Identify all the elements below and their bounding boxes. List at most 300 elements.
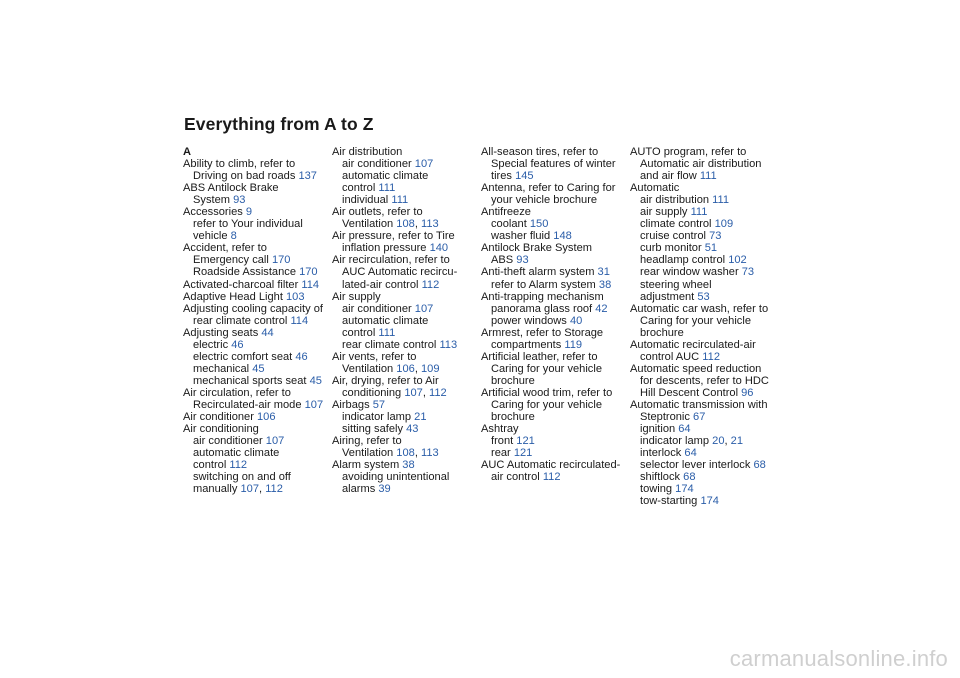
index-subentry	[481, 254, 626, 266]
index-column-3	[481, 146, 626, 483]
entry-text: Air conditioner	[183, 411, 254, 424]
page-ref-link[interactable]: 109	[420, 362, 440, 375]
entry-text: brochure	[491, 374, 535, 387]
entry-text: control	[342, 182, 376, 195]
index-subentry	[630, 483, 775, 495]
index-entry	[183, 303, 328, 315]
entry-text: climate control	[640, 218, 712, 231]
entry-text: panorama glass roof	[491, 302, 593, 315]
entry-text: A	[183, 146, 192, 158]
entry-text: tires	[491, 170, 512, 183]
index-subentry	[630, 266, 775, 278]
page-ref-link[interactable]: 40	[569, 314, 583, 327]
index-entry	[630, 399, 775, 411]
entry-text: curb monitor	[640, 242, 702, 255]
index-subentry	[481, 363, 626, 375]
section-letter	[183, 146, 328, 158]
index-subentry	[481, 375, 626, 387]
entry-text: switching on and off	[193, 471, 291, 484]
index-subentry	[630, 447, 775, 459]
entry-text: Antenna, refer to Caring for	[481, 182, 616, 195]
entry-text: air conditioner	[342, 302, 412, 315]
entry-text: selector lever interlock	[640, 459, 751, 472]
entry-text: Hill Descent Control	[640, 386, 739, 399]
index-subentry	[630, 170, 775, 182]
entry-text: electric	[193, 338, 229, 351]
page-ref-link[interactable]: 67	[693, 411, 706, 424]
entry-text: shiftlock	[640, 471, 681, 484]
entry-text: Anti-trapping mechanism	[481, 290, 604, 303]
index-entry	[481, 327, 626, 339]
entry-text: brochure	[491, 411, 535, 424]
entry-text: control	[342, 326, 376, 339]
index-entry	[183, 291, 328, 303]
index-subentry	[630, 254, 775, 266]
entry-text: power windows	[491, 314, 567, 327]
entry-text: Ventilation	[342, 447, 394, 460]
page-ref-link[interactable]: 106	[396, 362, 415, 375]
entry-text: rear climate control	[342, 338, 437, 351]
index-entry	[183, 411, 328, 423]
page-ref-link[interactable]: 106	[257, 411, 276, 424]
page-ref-link[interactable]: 21	[730, 435, 744, 448]
page-ref-link[interactable]: 145	[515, 170, 534, 183]
entry-text: Automatic air distribution	[640, 158, 762, 171]
page-ref-link[interactable]: 113	[439, 338, 458, 351]
watermark: carmanualsonline.info	[729, 646, 948, 671]
entry-text: control AUC	[640, 350, 700, 363]
page-ref-link[interactable]: 107	[265, 435, 285, 448]
entry-text: air supply	[640, 206, 688, 219]
entry-text: Ventilation	[342, 218, 394, 231]
page-ref-link[interactable]: 108	[396, 218, 415, 231]
index-entry	[183, 206, 328, 218]
entry-text: Airbags	[332, 398, 370, 411]
entry-text: front	[491, 435, 514, 448]
page-title: Everything from A to Z	[184, 114, 374, 134]
index-subentry	[183, 363, 328, 375]
index-subentry	[332, 266, 477, 278]
entry-text: rear	[491, 447, 511, 460]
page-ref-link[interactable]: 51	[704, 242, 718, 255]
index-subentry	[481, 279, 626, 291]
entry-text: Steptronic	[640, 411, 690, 424]
page-ref-link[interactable]: 53	[697, 290, 710, 303]
entry-text: Anti-theft alarm system	[481, 266, 595, 279]
index-entry	[630, 303, 775, 315]
page-ref-link[interactable]: 39	[378, 483, 391, 496]
entry-text: air conditioner	[342, 158, 412, 171]
page-ref-link[interactable]: 107	[404, 386, 423, 399]
page-ref-link[interactable]: 174	[675, 483, 694, 496]
index-subentry: Ventilation 108, 113	[342, 218, 439, 231]
index-column-4	[630, 146, 775, 507]
page-ref-link[interactable]: 111	[378, 326, 396, 339]
entry-text: Special features of winter	[491, 158, 616, 171]
index-subentry	[183, 339, 328, 351]
entry-text: Activated-charcoal filter	[183, 278, 299, 291]
page-ref-link[interactable]: 114	[290, 314, 309, 327]
entry-text: Accessories	[183, 206, 243, 219]
index-entry	[630, 182, 775, 194]
index-subentry	[183, 399, 328, 411]
index-entry	[481, 146, 626, 158]
entry-text: Air conditioning	[183, 423, 259, 436]
entry-text: ABS	[491, 254, 514, 267]
index-subentry	[183, 230, 328, 242]
index-subentry	[630, 423, 775, 435]
entry-text: Ability to climb, refer to	[183, 158, 296, 171]
page-ref-link[interactable]: 112	[702, 350, 720, 363]
index-entry	[183, 182, 328, 194]
page-ref-link[interactable]: 9	[245, 206, 253, 219]
entry-text: sitting safely	[342, 423, 404, 436]
index-entry	[332, 254, 477, 266]
page-ref-link[interactable]: 112	[265, 483, 283, 496]
index-subentry	[481, 447, 626, 459]
index-subentry	[481, 399, 626, 411]
index-subentry	[332, 423, 477, 435]
entry-text: Alarm system	[332, 459, 400, 472]
index-subentry	[332, 158, 477, 170]
entry-text: Automatic	[630, 182, 680, 195]
index-subentry	[332, 279, 477, 291]
page-ref-link[interactable]: 45	[309, 374, 322, 387]
entry-text: Adjusting cooling capacity of	[183, 302, 323, 315]
page-ref-link[interactable]: 111	[391, 194, 409, 207]
entry-text: electric comfort seat	[193, 350, 293, 363]
index-subentry	[481, 218, 626, 230]
index-entry	[332, 459, 477, 471]
entry-text: Emergency call	[193, 254, 269, 267]
index-subentry	[183, 471, 328, 483]
index-subentry	[630, 242, 775, 254]
index-entry	[481, 423, 626, 435]
entry-text: your vehicle brochure	[491, 194, 598, 207]
index-entry	[481, 291, 626, 303]
entry-text: AUC Automatic recirculated-	[481, 459, 621, 472]
index-entry	[183, 423, 328, 435]
page-ref-link[interactable]: 111	[712, 194, 730, 207]
page-ref-link[interactable]: 113	[420, 218, 439, 231]
entry-text: mechanical sports seat	[193, 374, 307, 387]
entry-text: tow-starting	[640, 495, 698, 508]
page-ref-link[interactable]: 68	[753, 459, 766, 472]
index-column-1	[183, 146, 328, 495]
page-ref-link[interactable]: 119	[564, 338, 583, 351]
entry-text: Air circulation, refer to	[183, 386, 291, 399]
entry-text: Air, drying, refer to Air	[332, 374, 439, 387]
index-subentry	[183, 459, 328, 471]
entry-text: Air outlets, refer to	[332, 206, 423, 219]
page-ref-link[interactable]: 46	[231, 338, 244, 351]
entry-text: AUTO program, refer to	[630, 146, 747, 158]
index-subentry	[332, 411, 477, 423]
entry-text: air conditioner	[193, 435, 263, 448]
entry-text: alarms	[342, 483, 376, 496]
entry-text: Caring for your vehicle	[491, 398, 602, 411]
entry-text: brochure	[640, 326, 684, 339]
entry-text: automatic climate	[342, 170, 429, 183]
entry-text: inflation pressure	[342, 242, 427, 255]
index-subentry	[630, 471, 775, 483]
entry-text: refer to Alarm system	[491, 278, 596, 291]
index-subentry: conditioning 107, 112	[342, 386, 447, 399]
entry-text: indicator lamp	[342, 411, 412, 424]
index-entry	[332, 399, 477, 411]
page-ref-link[interactable]: 73	[709, 230, 722, 243]
index-subentry: manually 107, 112	[193, 483, 283, 496]
page-ref-link[interactable]: 170	[271, 254, 291, 267]
entry-text: AUC Automatic recircu-	[342, 266, 458, 279]
index-subentry	[332, 327, 477, 339]
index-subentry	[481, 230, 626, 242]
entry-text: control	[193, 459, 227, 472]
entry-text: Driving on bad roads	[193, 170, 296, 183]
index-subentry	[481, 303, 626, 315]
page-ref-link[interactable]: 43	[406, 423, 419, 436]
entry-text: washer fluid	[491, 230, 551, 243]
page-ref-link[interactable]: 148	[553, 230, 572, 243]
page-ref-link[interactable]: 107	[304, 398, 324, 411]
entry-text: interlock	[640, 447, 682, 460]
entry-text: ABS Antilock Brake	[183, 182, 279, 195]
index-subentry	[183, 194, 328, 206]
page-ref-link[interactable]: 64	[678, 423, 691, 436]
page-ref-link[interactable]: 114	[301, 278, 320, 291]
index-subentry	[183, 435, 328, 447]
entry-text: Ashtray	[481, 423, 519, 436]
index-subentry	[332, 194, 477, 206]
index-subentry	[630, 351, 775, 363]
index-subentry	[481, 158, 626, 170]
entry-text: lated-air control	[342, 278, 419, 291]
entry-text: System	[193, 194, 230, 207]
entry-text: mechanical	[193, 362, 250, 375]
index-subentry	[630, 194, 775, 206]
index-subentry	[630, 375, 775, 387]
entry-text: Automatic speed reduction	[630, 362, 762, 375]
page-ref-link[interactable]: 174	[700, 495, 719, 508]
page-ref-link[interactable]: 111	[690, 206, 708, 219]
index-subentry	[630, 411, 775, 423]
entry-text: avoiding unintentional	[342, 471, 450, 484]
index-subentry	[630, 291, 775, 303]
index-entry	[481, 459, 626, 471]
index-subentry	[332, 303, 477, 315]
entry-text: Antilock Brake System	[481, 242, 592, 255]
entry-text: Ventilation	[342, 362, 394, 375]
index-subentry	[630, 158, 775, 170]
index-entry	[183, 158, 328, 170]
page-ref-link[interactable]: 93	[233, 194, 246, 207]
entry-text: Air vents, refer to	[332, 350, 417, 363]
page-ref-link[interactable]: 112	[542, 471, 561, 484]
index-subentry	[183, 170, 328, 182]
index-subentry	[332, 339, 477, 351]
index-entry	[183, 327, 328, 339]
entry-text: Recirculated-air mode	[193, 398, 302, 411]
page-ref-link[interactable]: 112	[229, 459, 248, 472]
index-entry	[183, 242, 328, 254]
page-ref-link[interactable]: 68	[683, 471, 696, 484]
page-ref-link[interactable]: 93	[516, 254, 529, 267]
page-ref-link[interactable]: 108	[396, 447, 415, 460]
index-subentry	[332, 471, 477, 483]
page-ref-link[interactable]: 140	[429, 242, 449, 255]
entry-text: Caring for your vehicle	[640, 314, 751, 327]
page-ref-link[interactable]: 112	[429, 386, 447, 399]
index-subentry	[332, 182, 477, 194]
index-subentry	[630, 206, 775, 218]
entry-text: and air flow	[640, 170, 697, 183]
index-subentry	[481, 170, 626, 182]
entry-text: Adjusting seats	[183, 326, 259, 339]
index-subentry	[183, 315, 328, 327]
page-ref-link[interactable]: 112	[421, 278, 440, 291]
entry-text: towing	[640, 483, 673, 496]
entry-text: Roadside Assistance	[193, 266, 296, 279]
entry-text: individual	[342, 194, 389, 207]
entry-text: rear window washer	[640, 266, 739, 279]
entry-text: air control	[491, 471, 540, 484]
index-subentry	[183, 218, 328, 230]
index-subentry	[332, 483, 477, 495]
page-ref-link[interactable]: 96	[741, 386, 754, 399]
entry-text: air distribution	[640, 194, 710, 207]
index-entry	[332, 206, 477, 218]
page-ref-link[interactable]: 38	[598, 278, 612, 291]
index-subentry	[481, 339, 626, 351]
index-entry	[481, 206, 626, 218]
page-ref-link[interactable]: 21	[414, 411, 427, 424]
index-entry	[481, 266, 626, 278]
page-ref-link[interactable]: 20	[712, 435, 725, 448]
index-entry	[481, 242, 626, 254]
page-ref-link[interactable]: 64	[684, 447, 697, 460]
page-ref-link[interactable]: 46	[295, 350, 308, 363]
page-ref-link[interactable]: 73	[741, 266, 755, 279]
entry-text: automatic climate	[342, 314, 429, 327]
page-ref-link[interactable]: 113	[420, 447, 439, 460]
page-ref-link[interactable]: 121	[516, 435, 535, 448]
index-subentry	[183, 254, 328, 266]
entry-text: Air distribution	[332, 146, 403, 158]
entry-text: vehicle	[193, 230, 228, 243]
index-subentry	[183, 375, 328, 387]
page-ref-link[interactable]: 137	[298, 170, 317, 183]
page-ref-link[interactable]: 38	[402, 459, 415, 472]
index-subentry	[481, 471, 626, 483]
index-subentry: indicator lamp 20, 21	[640, 435, 744, 448]
index-entry	[332, 375, 477, 387]
index-entry	[481, 182, 626, 194]
entry-text: Automatic recirculated-air	[630, 338, 756, 351]
entry-text: steering wheel	[640, 278, 712, 291]
index-subentry	[630, 315, 775, 327]
page-ref-link[interactable]: 103	[286, 290, 305, 303]
index-subentry	[481, 435, 626, 447]
page-ref-link[interactable]: 150	[529, 218, 549, 231]
page-ref-link[interactable]: 31	[597, 266, 610, 279]
entry-text: conditioning	[342, 386, 402, 399]
page-ref-link[interactable]: 107	[240, 483, 260, 496]
entry-text: Automatic transmission with	[630, 398, 768, 411]
entry-text: Airing, refer to	[332, 435, 402, 448]
index-subentry	[630, 495, 775, 507]
entry-text: Artificial leather, refer to	[481, 350, 598, 363]
entry-text: Air pressure, refer to Tire	[332, 230, 455, 243]
index-subentry	[332, 315, 477, 327]
index-subentry	[481, 315, 626, 327]
page-ref-link[interactable]: 45	[252, 362, 265, 375]
entry-text: Air supply	[332, 290, 381, 303]
page-ref-link[interactable]: 42	[595, 302, 608, 315]
page-ref-link[interactable]: 57	[372, 398, 386, 411]
entry-text: Armrest, refer to Storage	[481, 326, 604, 339]
index-subentry	[332, 242, 477, 254]
entry-text: Artificial wood trim, refer to	[481, 386, 613, 399]
index-entry	[332, 291, 477, 303]
entry-text: Air recirculation, refer to	[332, 254, 450, 267]
page-ref-link[interactable]: 107	[414, 158, 434, 171]
index-entry	[332, 230, 477, 242]
index-subentry	[630, 459, 775, 471]
page-ref-link[interactable]: 109	[714, 218, 734, 231]
index-subentry	[183, 266, 328, 278]
entry-text: Accident, refer to	[183, 242, 267, 255]
entry-text: indicator lamp	[640, 435, 710, 448]
page-ref-link[interactable]: 121	[513, 447, 533, 460]
index-entry	[183, 387, 328, 399]
entry-text: ignition	[640, 423, 676, 436]
index-column-2	[332, 146, 477, 495]
page-ref-link[interactable]: 8	[230, 230, 237, 243]
entry-text: for descents, refer to HDC	[640, 374, 769, 387]
page-ref-link[interactable]: 111	[378, 182, 396, 195]
entry-text: Caring for your vehicle	[491, 362, 602, 375]
index-subentry: Ventilation 108, 113	[342, 447, 439, 460]
index-subentry	[630, 327, 775, 339]
index-entry	[481, 387, 626, 399]
page-ref-link[interactable]: 111	[699, 170, 717, 183]
page-ref-link[interactable]: 44	[261, 326, 274, 339]
index-subentry	[183, 447, 328, 459]
entry-text: adjustment	[640, 290, 695, 303]
index-subentry	[630, 387, 775, 399]
index-entry	[332, 351, 477, 363]
entry-text: headlamp control	[640, 254, 726, 267]
index-entry	[332, 146, 477, 158]
page-ref-link[interactable]: 170	[299, 266, 318, 279]
entry-text: cruise control	[640, 230, 706, 243]
index-subentry	[183, 351, 328, 363]
entry-text: Automatic car wash, refer to	[630, 302, 769, 315]
entry-text: rear climate control	[193, 314, 288, 327]
entry-text: compartments	[491, 338, 562, 351]
index-entry	[630, 339, 775, 351]
index-entry	[630, 146, 775, 158]
entry-text: Antifreeze	[481, 206, 531, 219]
index-subentry	[630, 279, 775, 291]
page-ref-link[interactable]: 102	[728, 254, 747, 267]
entry-text: refer to Your individual	[193, 218, 303, 231]
entry-text: automatic climate	[193, 447, 280, 460]
index-subentry	[630, 218, 775, 230]
page-ref-link[interactable]: 107	[414, 302, 434, 315]
index-subentry	[630, 230, 775, 242]
index-subentry	[332, 170, 477, 182]
